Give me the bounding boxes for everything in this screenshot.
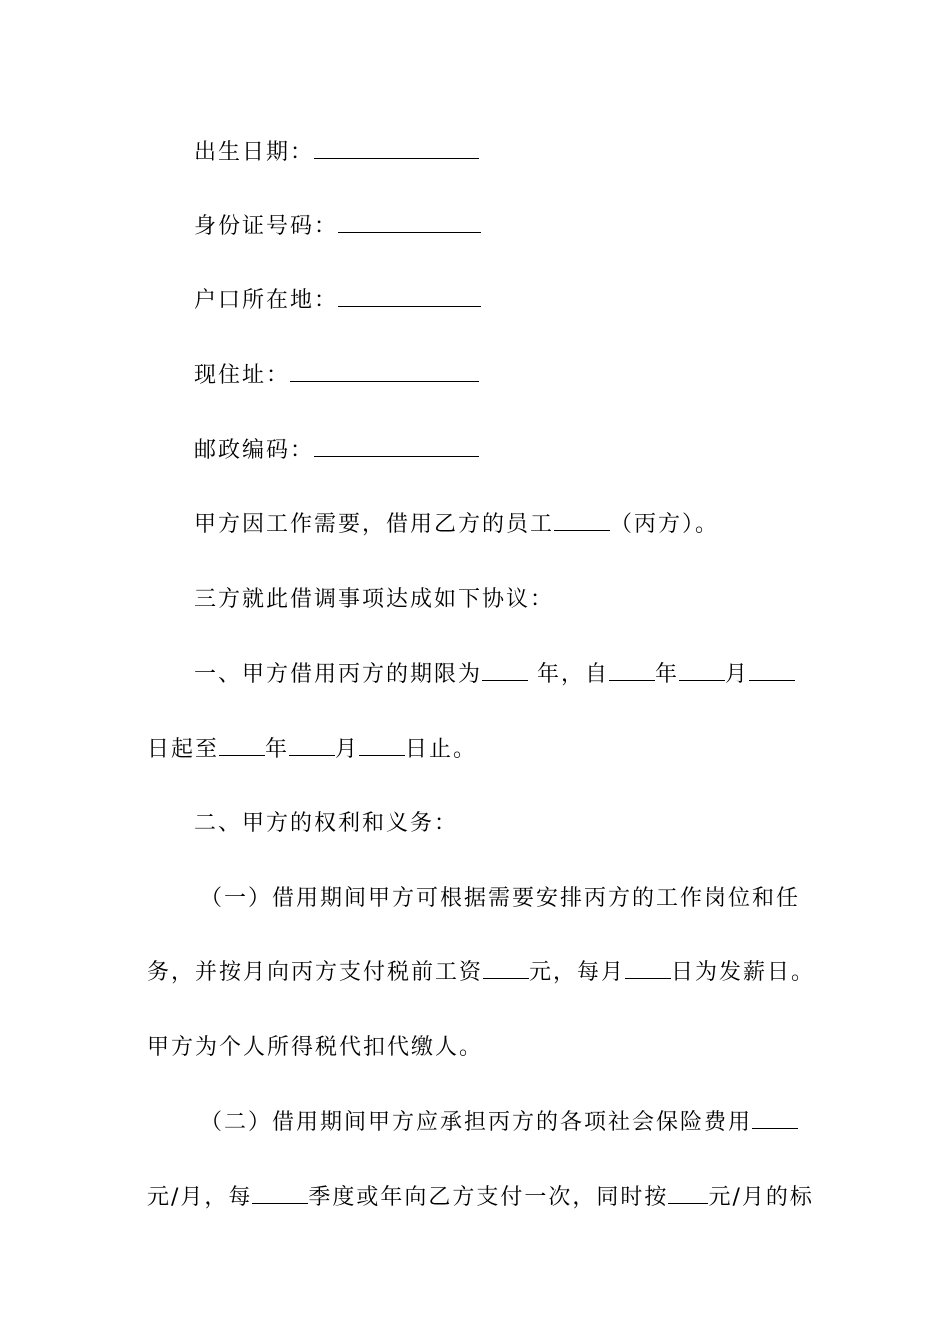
- intro-paragraph-1: [194, 510, 864, 540]
- clause2-item1-text-2a: 务，并按月向丙方支付税前工资: [147, 960, 484, 985]
- hukou-blank[interactable]: [338, 286, 481, 307]
- clause1-line2: [147, 735, 817, 765]
- clause2-item1-text-3: 甲方为个人所得税代扣代缴人。: [147, 1035, 484, 1060]
- clause2-heading: [194, 809, 864, 839]
- clause1-text-g: 月: [335, 737, 360, 762]
- employee-name-blank[interactable]: [554, 510, 610, 531]
- address-label: 现住址：: [194, 363, 291, 388]
- address-row: [194, 361, 864, 391]
- clause1-text-d: 月: [725, 662, 750, 687]
- intro-paragraph-2: [194, 585, 864, 615]
- clause1-text-a: 一、甲方借用丙方的期限为: [194, 662, 483, 687]
- clause1-text-h: 日止。: [405, 737, 478, 762]
- clause2-item2-text-1: （二）借用期间甲方应承担丙方的各项社会保险费用: [200, 1110, 753, 1135]
- clause2-item2-line1: [200, 1108, 870, 1138]
- end-day-blank[interactable]: [359, 735, 405, 756]
- start-month-blank[interactable]: [679, 660, 725, 681]
- clause2-item1-text-2b: 元，每月: [529, 960, 626, 985]
- clause2-item2-text-2a: 元/月，每: [147, 1185, 253, 1210]
- id-number-label: 身份证号码：: [194, 214, 339, 239]
- social-insurance-blank[interactable]: [752, 1108, 798, 1129]
- hukou-row: [194, 286, 864, 316]
- clause2-item1-line3: [147, 1033, 817, 1063]
- id-number-blank[interactable]: [338, 212, 481, 233]
- clause2-item2-text-2c: 元/月的标: [708, 1185, 814, 1210]
- term-years-blank[interactable]: [482, 660, 528, 681]
- start-day-blank[interactable]: [749, 660, 795, 681]
- clause2-item1-line2: [147, 958, 817, 988]
- birth-date-row: [194, 138, 864, 168]
- birth-date-label: 出生日期：: [194, 140, 315, 165]
- clause1-text-b: 年，自: [528, 662, 610, 687]
- clause2-item2-text-2b: 季度或年向乙方支付一次，同时按: [308, 1185, 669, 1210]
- payday-blank[interactable]: [625, 958, 671, 979]
- salary-blank[interactable]: [483, 958, 529, 979]
- payment-period-blank[interactable]: [252, 1183, 308, 1204]
- postal-code-row: [194, 436, 864, 466]
- clause2-item1-line1: [200, 884, 870, 914]
- clause1-line1: [194, 660, 864, 690]
- standard-amount-blank[interactable]: [668, 1183, 708, 1204]
- birth-date-blank[interactable]: [314, 138, 479, 159]
- clause2-item1-text-2c: 日为发薪日。: [671, 960, 816, 985]
- id-number-row: [194, 212, 864, 242]
- intro-text-b: （丙方）。: [610, 512, 720, 537]
- clause1-text-c: 年: [655, 662, 680, 687]
- start-year-blank[interactable]: [609, 660, 655, 681]
- hukou-label: 户口所在地：: [194, 288, 339, 313]
- end-year-blank[interactable]: [219, 735, 265, 756]
- address-blank[interactable]: [290, 361, 479, 382]
- intro-text-c: 三方就此借调事项达成如下协议：: [194, 587, 555, 612]
- clause2-heading-text: 二、甲方的权利和义务：: [194, 811, 459, 836]
- postal-code-label: 邮政编码：: [194, 438, 315, 463]
- clause1-text-f: 年: [265, 737, 290, 762]
- intro-text-a: 甲方因工作需要，借用乙方的员工: [194, 512, 555, 537]
- end-month-blank[interactable]: [289, 735, 335, 756]
- postal-code-blank[interactable]: [314, 436, 479, 457]
- clause1-text-e: 日起至: [147, 737, 220, 762]
- clause2-item1-text-1: （一）借用期间甲方可根据需要安排丙方的工作岗位和任: [200, 886, 801, 911]
- clause2-item2-line2: [147, 1183, 817, 1213]
